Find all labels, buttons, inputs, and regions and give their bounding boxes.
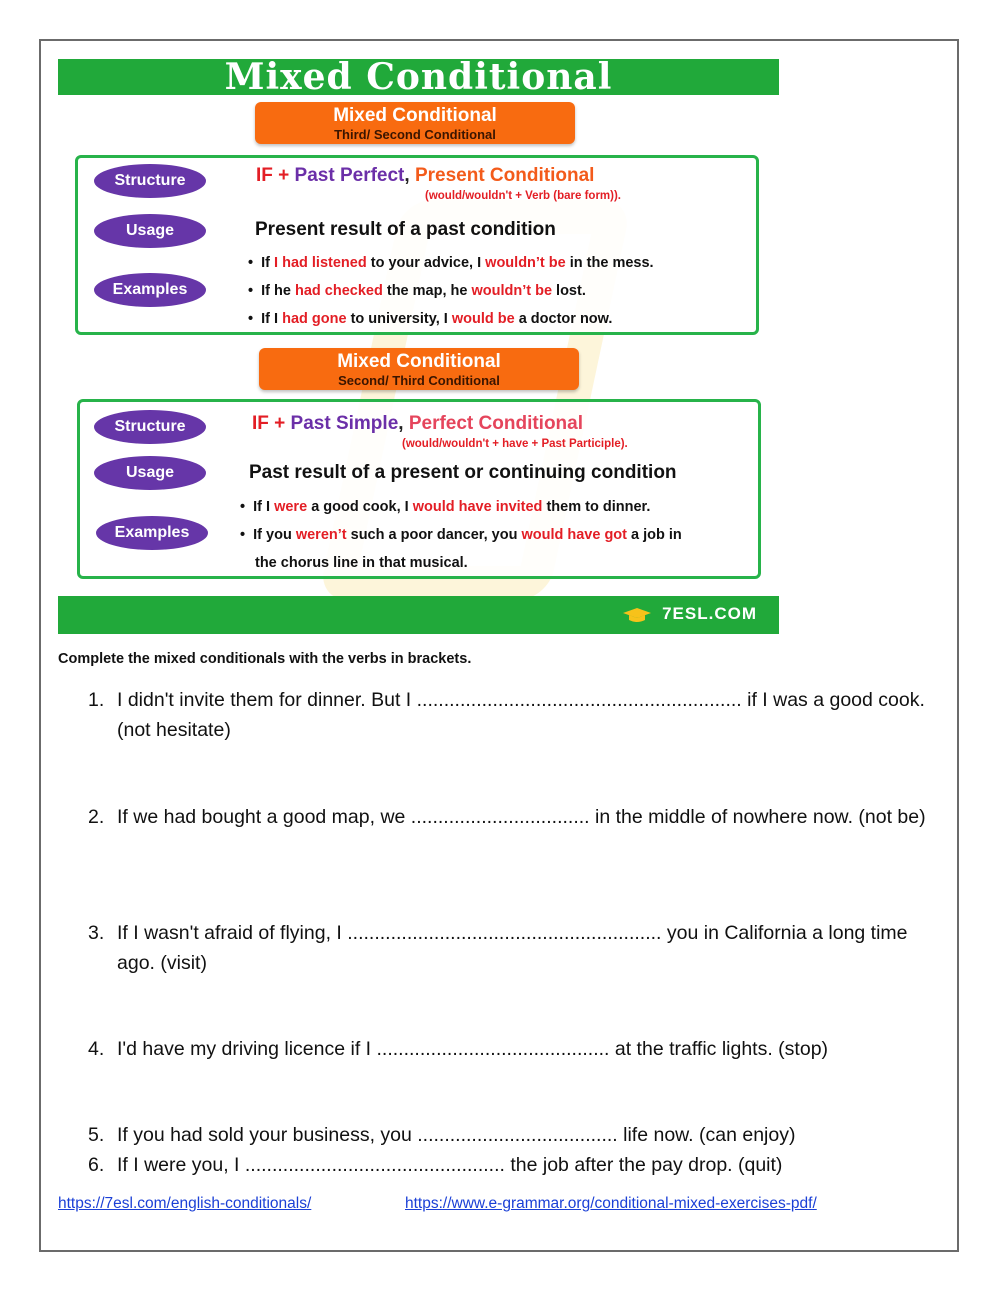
example-line: • If you weren’t such a poor dancer, you would have got a job in xyxy=(240,527,682,543)
title-banner xyxy=(58,56,779,98)
section2-structure-note: (would/wouldn't + have + Past Participle). xyxy=(402,438,628,450)
link-egrammar-exercises[interactable]: https://www.e-grammar.org/conditional-mixed-exercises-pdf/ xyxy=(405,1195,817,1212)
usage-label: Usage xyxy=(94,456,206,490)
link-7esl-conditionals[interactable]: https://7esl.com/english-conditionals/ xyxy=(58,1195,312,1212)
exercise-item: 6. If I were you, I ................................................ the job after the pay drop. (quit) xyxy=(88,1154,783,1176)
section2-title: Mixed Conditional xyxy=(337,351,501,372)
examples-label: Examples xyxy=(96,516,208,550)
page-title: Mixed Conditional xyxy=(224,56,613,98)
exercise-item: 4. I'd have my driving licence if I ........................................... at the traffic lights. (stop) xyxy=(88,1038,829,1060)
examples-label: Examples xyxy=(94,273,206,307)
structure-label: Structure xyxy=(94,410,206,444)
brand-banner xyxy=(58,596,779,634)
exercise-item: 5. If you had sold your business, you ..................................... life now. (can enjoy) xyxy=(88,1124,796,1146)
exercise-item: 2. If we had bought a good map, we ................................. in the middle of nowhere now. (not be) xyxy=(88,806,926,828)
instructions: Complete the mixed conditionals with the verbs in brackets. xyxy=(58,651,472,667)
exercise-item: 1. I didn't invite them for dinner. But I ............................................................ if I was a good cook. (not hesitate) xyxy=(88,689,925,741)
example-line: • If he had checked the map, he wouldn’t be lost. xyxy=(248,283,586,299)
section1-subtitle: Third/ Second Conditional xyxy=(334,127,496,142)
example-line-continued: the chorus line in that musical. xyxy=(255,555,468,571)
section2-structure: IF + Past Simple, Perfect Conditional xyxy=(252,413,584,434)
section1-title: Mixed Conditional xyxy=(333,105,497,126)
section1-usage: Present result of a past condition xyxy=(255,219,556,240)
structure-label: Structure xyxy=(94,164,206,198)
section2-heading xyxy=(259,348,579,390)
section2-subtitle: Second/ Third Conditional xyxy=(338,373,500,388)
example-line: • If I had listened to your advice, I wouldn’t be in the mess. xyxy=(248,255,654,271)
exercise-item: 3. If I wasn't afraid of flying, I .......................................................... you in California a long time ago. (visit) xyxy=(88,922,908,974)
section1-structure-note: (would/wouldn't + Verb (bare form)). xyxy=(425,190,621,202)
section2-usage: Past result of a present or continuing condition xyxy=(249,462,677,483)
section1-heading xyxy=(255,102,575,144)
graduation-cap-icon xyxy=(622,607,652,623)
usage-label: Usage xyxy=(94,214,206,248)
example-line: • If I had gone to university, I would be a doctor now. xyxy=(248,311,613,327)
brand-logo xyxy=(622,604,757,624)
example-line: • If I were a good cook, I would have invited them to dinner. xyxy=(240,499,651,515)
section1-structure: IF + Past Perfect, Present Conditional xyxy=(256,165,595,186)
brand-text: 7ESL.COM xyxy=(662,604,757,623)
